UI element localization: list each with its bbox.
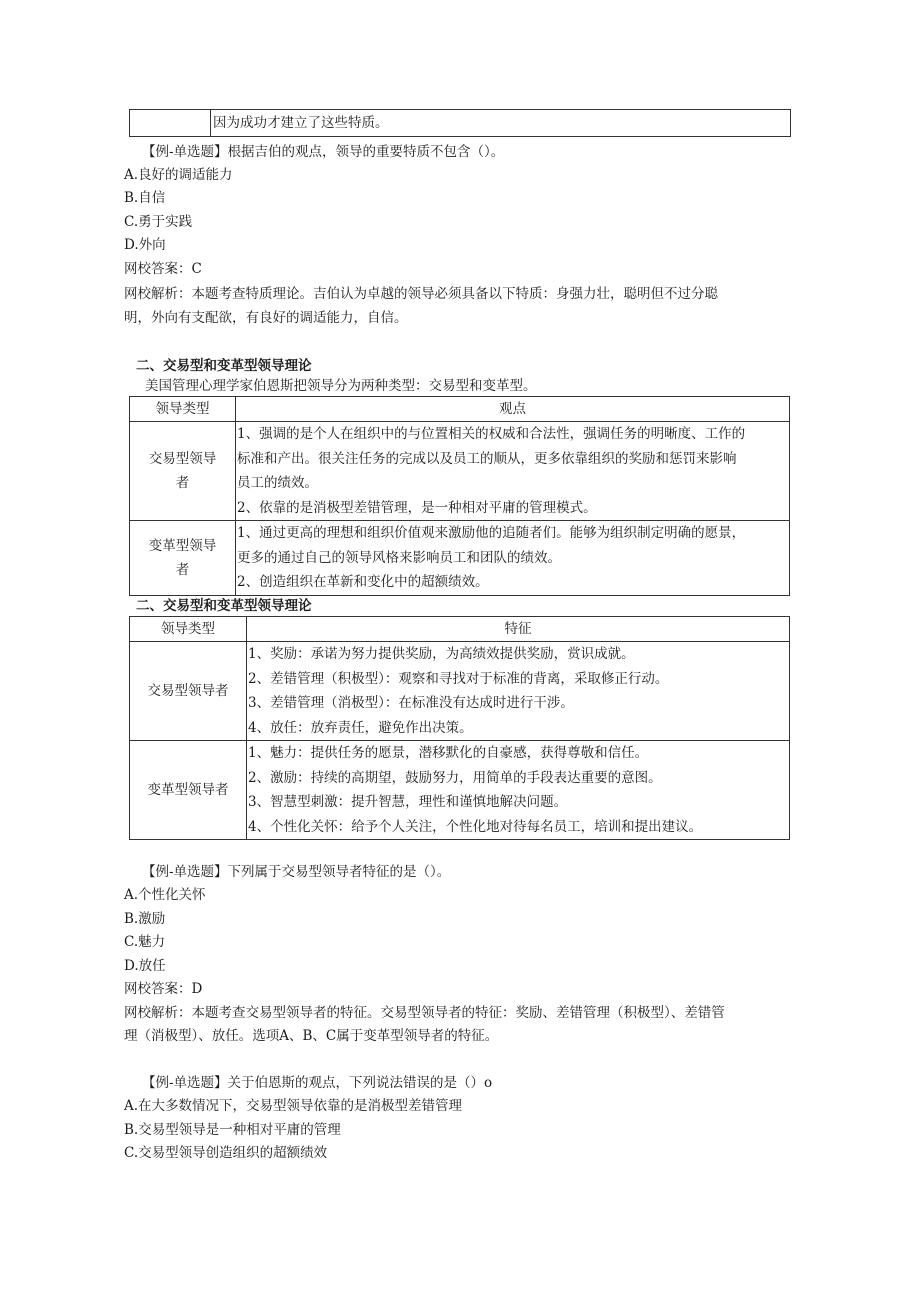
q1-option-d: D.外向 bbox=[124, 237, 166, 253]
table2-type-transactional: 交易型领导者 bbox=[130, 642, 247, 741]
top-table-fragment bbox=[129, 109, 791, 137]
q3-option-b: B.交易型领导是一种相对平庸的管理 bbox=[124, 1122, 341, 1138]
table2-feature-transactional-line: 3、差错管理（消极型）：在标准没有达成时进行干涉。 bbox=[248, 695, 574, 711]
table2-header-feature: 特征 bbox=[247, 617, 790, 642]
q2-option-d: D.放任 bbox=[124, 958, 166, 974]
table2-row-transactional bbox=[130, 642, 790, 741]
q3-option-c: C.交易型领导创造组织的超额绩效 bbox=[124, 1145, 328, 1161]
characteristics-table bbox=[129, 616, 790, 840]
table2-feature-transactional-line: 2、差错管理（积极型）：观察和寻找对于标准的背离，采取修正行动。 bbox=[248, 670, 669, 687]
table1-type-transactional bbox=[130, 422, 236, 521]
q1-option-b: B.自信 bbox=[124, 190, 166, 206]
section1-heading: 二、交易型和变革型领导理论 bbox=[136, 358, 312, 374]
table1-row-transactional bbox=[130, 422, 790, 521]
q1-answer: 网校答案：C bbox=[124, 261, 202, 277]
table1-header-view: 观点 bbox=[236, 397, 790, 422]
q2-answer: 网校答案：D bbox=[124, 981, 203, 997]
table2-feature-transformational-line: 3、智慧型刺激：提升智慧，理性和谨慎地解决问题。 bbox=[248, 794, 568, 810]
q1-stem: 【例-单选题】根据吉伯的观点，领导的重要特质不包含（）。 bbox=[142, 144, 505, 160]
table2-feature-transformational-line: 4、个性化关怀：给予个人关注，个性化地对待每名员工，培训和提出建议。 bbox=[248, 818, 703, 835]
table1-type-transactional-line2: 者 bbox=[175, 475, 190, 491]
q2-analysis-line2: 理（消极型）、放任。选项A、B、C属于变革型领导者的特征。 bbox=[124, 1028, 499, 1044]
top-table-text-cell bbox=[211, 110, 791, 137]
table1-view-transactional bbox=[236, 422, 790, 521]
table2-feature-transformational-line: 1、魅力：提供任务的愿景，潜移默化的自豪感，获得尊敬和信任。 bbox=[248, 745, 649, 761]
table1-type-transformational bbox=[130, 521, 236, 596]
table1-type-transformational-line1: 变革型领导 bbox=[148, 538, 217, 554]
q2-stem: 【例-单选题】下列属于交易型领导者特征的是（）。 bbox=[142, 864, 451, 880]
table1-view-transactional-line: 2、依靠的是消极型差错管理，是一种相对平庸的管理模式。 bbox=[237, 499, 597, 516]
q1-option-c: C.勇于实践 bbox=[124, 214, 193, 230]
section1-intro: 美国管理心理学家伯恩斯把领导分为两种类型：交易型和变革型。 bbox=[145, 378, 537, 394]
q2-option-b: B.激励 bbox=[124, 911, 166, 927]
section2-heading: 二、交易型和变革型领导理论 bbox=[136, 598, 312, 614]
table2-feature-transactional-line: 1、奖励：承诺为努力提供奖励，为高绩效提供奖励，赏识成就。 bbox=[248, 646, 635, 662]
q2-option-c: C.魅力 bbox=[124, 934, 166, 950]
table1-type-transactional-line1: 交易型领导 bbox=[148, 451, 217, 467]
table2-header-type: 领导类型 bbox=[130, 617, 247, 642]
q1-analysis-line1: 网校解析：本题考查特质理论。吉伯认为卓越的领导必须具备以下特质：身强力壮，聪明但不过分聪 bbox=[124, 286, 718, 302]
table2-type-transformational: 变革型领导者 bbox=[130, 741, 247, 840]
table1-view-transformational bbox=[236, 521, 790, 596]
q3-stem: 【例-单选题】关于伯恩斯的观点，下列说法错误的是（）o bbox=[142, 1075, 493, 1091]
q3-option-a: A.在大多数情况下，交易型领导依靠的是消极型差错管理 bbox=[124, 1098, 463, 1114]
viewpoint-table bbox=[129, 396, 790, 596]
q1-option-a: A.良好的调适能力 bbox=[124, 167, 233, 183]
table2-row-transformational bbox=[130, 741, 790, 840]
table1-view-transactional-line: 员工的绩效。 bbox=[237, 475, 318, 491]
table2-feature-transactional bbox=[247, 642, 790, 741]
table2-feature-transformational bbox=[247, 741, 790, 840]
table1-row-transformational bbox=[130, 521, 790, 596]
table1-view-transformational-line: 更多的通过自己的领导风格来影响员工和团队的绩效。 bbox=[237, 549, 561, 566]
table1-view-transformational-line: 1、通过更高的理想和组织价值观来激励他的追随者们。能够为组织制定明确的愿景， bbox=[237, 525, 746, 542]
table2-feature-transformational-line: 2、激励：持续的高期望，鼓励努力，用简单的手段表达重要的意图。 bbox=[248, 769, 662, 786]
table1-view-transformational-line: 2、创造组织在革新和变化中的超额绩效。 bbox=[237, 574, 489, 591]
top-table-empty-cell bbox=[130, 110, 211, 137]
q2-option-a: A.个性化关怀 bbox=[124, 887, 206, 903]
q2-analysis-line1: 网校解析：本题考查交易型领导者的特征。交易型领导者的特征：奖励、差错管理（积极型）、差错管 bbox=[124, 1005, 725, 1021]
table1-type-transformational-line2: 者 bbox=[175, 562, 190, 578]
q1-analysis-line2: 明，外向有支配欲，有良好的调适能力，自信。 bbox=[124, 310, 408, 326]
top-table-text: 因为成功才建立了这些特质。 bbox=[213, 115, 389, 131]
table1-view-transactional-line: 标准和产出。很关注任务的完成以及员工的顺从，更多依靠组织的奖励和惩罚来影响 bbox=[237, 450, 737, 467]
table1-header-type: 领导类型 bbox=[130, 397, 236, 422]
table1-view-transactional-line: 1、强调的是个人在组织中的与位置相关的权威和合法性，强调任务的明晰度、工作的 bbox=[237, 426, 746, 442]
table2-feature-transactional-line: 4、放任：放弃责任，避免作出决策。 bbox=[248, 719, 473, 736]
